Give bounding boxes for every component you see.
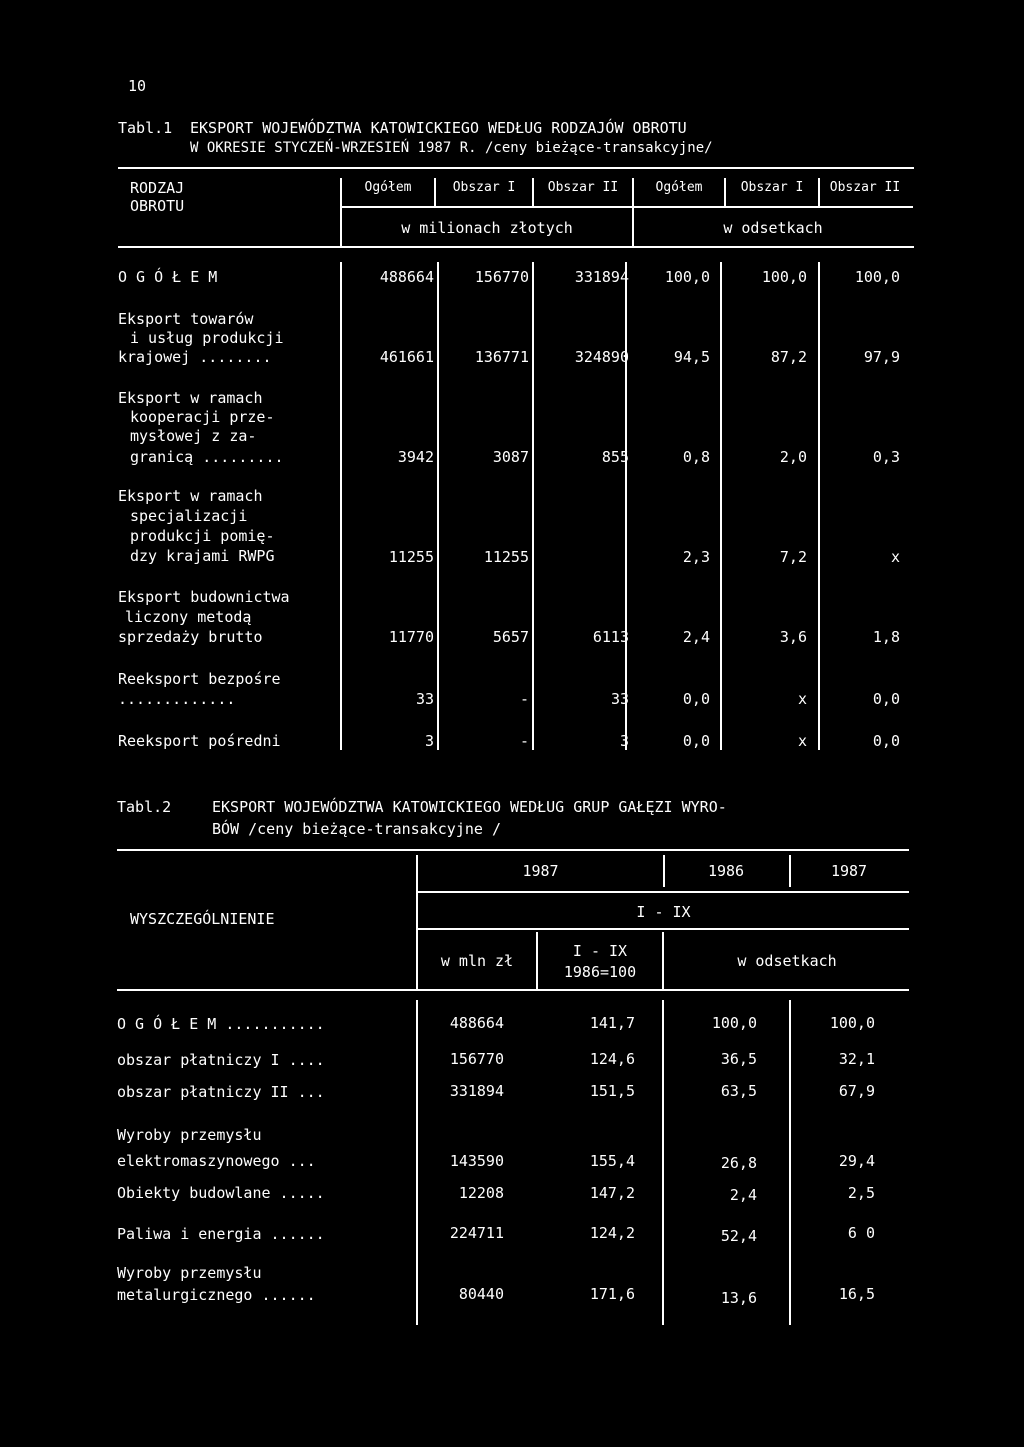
table1-header-bottom-rule xyxy=(118,246,914,248)
table1-group-mln: w milionach złotych xyxy=(401,219,573,237)
table2-cell: 26,8 xyxy=(720,1154,757,1172)
table1-header-mid-rule xyxy=(341,206,913,208)
table1-cell: 331894 xyxy=(574,268,629,286)
table2-stub-divider xyxy=(416,855,418,990)
table1-cell: 11255 xyxy=(483,548,529,566)
table2-cell: 147,2 xyxy=(589,1184,635,1202)
table2-cell: 141,7 xyxy=(589,1014,635,1032)
table1-header-divider xyxy=(818,178,820,206)
table1-header-divider xyxy=(532,178,534,206)
table1-row-label: Eksport towarów xyxy=(118,310,254,328)
table2-cell: 156770 xyxy=(449,1050,504,1068)
table2-row-label: Obiekty budowlane ..... xyxy=(117,1184,325,1202)
table2-col-index-line2: 1986=100 xyxy=(563,963,637,981)
table1-row-label: O G Ó Ł E M xyxy=(118,268,218,286)
table1-cell: 1,8 xyxy=(872,628,900,646)
table2-header-bottom-rule xyxy=(117,989,909,991)
table1-cell: - xyxy=(519,690,529,708)
table2-cell: 80440 xyxy=(458,1285,504,1303)
table2-body-divider xyxy=(789,1000,791,1325)
table2-body-divider xyxy=(662,1000,664,1325)
table1-body-divider xyxy=(818,262,820,750)
table1-group-pct: w odsetkach xyxy=(723,219,823,237)
table1-row-label: Eksport budownictwa xyxy=(118,588,290,606)
table1-body-divider xyxy=(340,262,342,750)
table2-top-rule xyxy=(117,849,909,851)
table1-title-line2: W OKRESIE STYCZEŃ-WRZESIEŃ 1987 R. /ceny bieżące-transakcyjne/ xyxy=(190,140,713,156)
table1-row-label: sprzedaży brutto xyxy=(118,628,263,646)
table1-col-ogolem-pct: Ogółem xyxy=(655,180,703,195)
table2-cell: 13,6 xyxy=(720,1289,757,1307)
table1-cell: 461661 xyxy=(379,348,434,366)
table1-cell: 33 xyxy=(415,690,434,708)
table2-cell: 67,9 xyxy=(838,1082,875,1100)
table2-header-divider xyxy=(662,932,664,990)
table1-header-divider xyxy=(340,178,342,246)
table2-title-line2: BÓW /ceny bieżące-transakcyjne / xyxy=(212,820,501,838)
table2-cell: 32,1 xyxy=(838,1050,875,1068)
table1-row-label: i usług produkcji xyxy=(130,329,284,347)
table1-cell: 3,6 xyxy=(779,628,807,646)
table2-cell: 52,4 xyxy=(720,1227,757,1245)
table2-cell: 171,6 xyxy=(589,1285,635,1303)
table1-row-label: granicą ......... xyxy=(130,448,284,466)
table1-cell: 136771 xyxy=(474,348,529,366)
table2-row-label: Wyroby przemysłu xyxy=(117,1126,262,1144)
table2-row-label: Paliwa i energia ...... xyxy=(117,1225,325,1243)
table1-row-label: ............. xyxy=(118,690,236,708)
table1-rodzaj-line1: RODZAJ xyxy=(130,179,185,197)
table1-body-divider xyxy=(532,262,534,750)
table1-col-obszar2-mln: Obszar II xyxy=(547,180,619,195)
table2-header-divider xyxy=(789,855,791,887)
table2-row-label: elektromaszynowego ... xyxy=(117,1152,316,1170)
table1-header-divider xyxy=(632,178,634,246)
table1-cell: 11255 xyxy=(388,548,434,566)
table1-cell: 0,0 xyxy=(872,690,900,708)
table2-row-label: metalurgicznego ...... xyxy=(117,1286,316,1304)
table2-cell: 488664 xyxy=(449,1014,504,1032)
table1-cell: 0,8 xyxy=(682,448,710,466)
table1-cell: 0,0 xyxy=(682,732,710,750)
table2-header-rule xyxy=(418,928,909,930)
table2-row-label: obszar płatniczy I .... xyxy=(117,1051,325,1069)
table2-col-pct: w odsetkach xyxy=(737,952,837,970)
table1-cell: 100,0 xyxy=(854,268,900,286)
table1-row-label: mysłowej z za- xyxy=(130,427,257,445)
table1-row-label: specjalizacji xyxy=(130,507,248,525)
table2-col-index-line1: I - IX xyxy=(572,942,628,960)
table1-cell: 100,0 xyxy=(664,268,710,286)
table1-cell: 97,9 xyxy=(863,348,900,366)
table1-row-label: krajowej ........ xyxy=(118,348,272,366)
table2-cell: 6 0 xyxy=(847,1224,875,1242)
table1-header-divider xyxy=(724,178,726,206)
table1-cell: 6113 xyxy=(592,628,629,646)
table1-cell: - xyxy=(519,732,529,750)
table2-cell: 2,4 xyxy=(729,1186,757,1204)
table2-row-label: obszar płatniczy II ... xyxy=(117,1083,325,1101)
table1-row-label: produkcji pomię- xyxy=(130,527,275,545)
table1-label: Tabl.1 xyxy=(118,119,173,137)
table2-cell: 63,5 xyxy=(720,1082,757,1100)
table2-cell: 155,4 xyxy=(589,1152,635,1170)
table2-header-rule xyxy=(418,891,909,893)
table2-cell: 143590 xyxy=(449,1152,504,1170)
table1-col-obszar1-pct: Obszar I xyxy=(740,180,804,195)
table2-cell: 16,5 xyxy=(838,1285,875,1303)
table1-cell: 3 xyxy=(424,732,434,750)
table1-cell: 855 xyxy=(601,448,629,466)
table2-stub-header: WYSZCZEGÓLNIENIE xyxy=(130,910,275,928)
table1-cell: x xyxy=(890,548,900,566)
table1-row-label: Eksport w ramach xyxy=(118,389,263,407)
table1-cell: 5657 xyxy=(492,628,529,646)
table1-body-divider xyxy=(720,262,722,750)
table1-row-label: Reeksport pośredni xyxy=(118,732,281,750)
table2-cell: 124,2 xyxy=(589,1224,635,1242)
table1-cell: 3942 xyxy=(397,448,434,466)
table1-row-label: Reeksport bezpośre xyxy=(118,670,281,688)
table1-header-divider xyxy=(434,178,436,206)
table1-cell: x xyxy=(797,732,807,750)
table1-cell: 0,0 xyxy=(872,732,900,750)
table1-row-label: liczony metodą xyxy=(125,608,252,626)
table2-label: Tabl.2 xyxy=(117,798,172,816)
table2-cell: 124,6 xyxy=(589,1050,635,1068)
table1-col-ogolem-mln: Ogółem xyxy=(364,180,412,195)
table1-cell: x xyxy=(797,690,807,708)
table1-cell: 0,0 xyxy=(682,690,710,708)
table2-cell: 2,5 xyxy=(847,1184,875,1202)
table2-row-label: O G Ó Ł E M ........... xyxy=(117,1015,325,1033)
table1-cell: 94,5 xyxy=(673,348,710,366)
table1-cell: 2,4 xyxy=(682,628,710,646)
table1-cell: 2,0 xyxy=(779,448,807,466)
table2-header-divider xyxy=(536,932,538,990)
table2-cell: 331894 xyxy=(449,1082,504,1100)
table1-top-rule xyxy=(118,167,914,169)
table2-title-line1: EKSPORT WOJEWÓDZTWA KATOWICKIEGO WEDŁUG GRUP GAŁĘZI WYRO- xyxy=(212,798,727,816)
table1-cell: 33 xyxy=(610,690,629,708)
table2-year-1987b: 1987 xyxy=(830,862,868,880)
table1-rodzaj-line2: OBROTU xyxy=(130,197,185,215)
table1-row-label: dzy krajami RWPG xyxy=(130,547,275,565)
table1-col-obszar2-pct: Obszar II xyxy=(829,180,901,195)
table1-cell: 0,3 xyxy=(872,448,900,466)
table2-cell: 12208 xyxy=(458,1184,504,1202)
table1-row-label: Eksport w ramach xyxy=(118,487,263,505)
table1-cell: 488664 xyxy=(379,268,434,286)
table2-header-divider xyxy=(663,855,665,887)
table2-year-1987a: 1987 xyxy=(522,862,559,880)
table2-period: I - IX xyxy=(636,903,691,921)
table1-title-line1: EKSPORT WOJEWÓDZTWA KATOWICKIEGO WEDŁUG RODZAJÓW OBROTU xyxy=(190,119,687,137)
table1-cell: 7,2 xyxy=(779,548,807,566)
table2-year-1986: 1986 xyxy=(707,862,745,880)
table1-cell: 3087 xyxy=(492,448,529,466)
table2-cell: 224711 xyxy=(449,1224,504,1242)
page-number: 10 xyxy=(128,77,147,95)
table2-col-mln: w mln zł xyxy=(440,952,514,970)
table1-cell: 87,2 xyxy=(770,348,807,366)
table1-cell: 100,0 xyxy=(761,268,807,286)
table2-cell: 151,5 xyxy=(589,1082,635,1100)
table1-cell: 11770 xyxy=(388,628,434,646)
table2-cell: 36,5 xyxy=(720,1050,757,1068)
table1-cell: 3 xyxy=(619,732,629,750)
table2-row-label: Wyroby przemysłu xyxy=(117,1264,262,1282)
table2-cell: 29,4 xyxy=(838,1152,875,1170)
table1-cell: 156770 xyxy=(474,268,529,286)
table1-cell: 324890 xyxy=(574,348,629,366)
table1-col-obszar1-mln: Obszar I xyxy=(452,180,516,195)
table1-body-divider xyxy=(437,262,439,750)
table2-cell: 100,0 xyxy=(711,1014,757,1032)
table1-body-divider xyxy=(625,262,627,750)
table1-cell: 2,3 xyxy=(682,548,710,566)
table1-row-label: kooperacji prze- xyxy=(130,408,275,426)
table2-cell: 100,0 xyxy=(829,1014,875,1032)
